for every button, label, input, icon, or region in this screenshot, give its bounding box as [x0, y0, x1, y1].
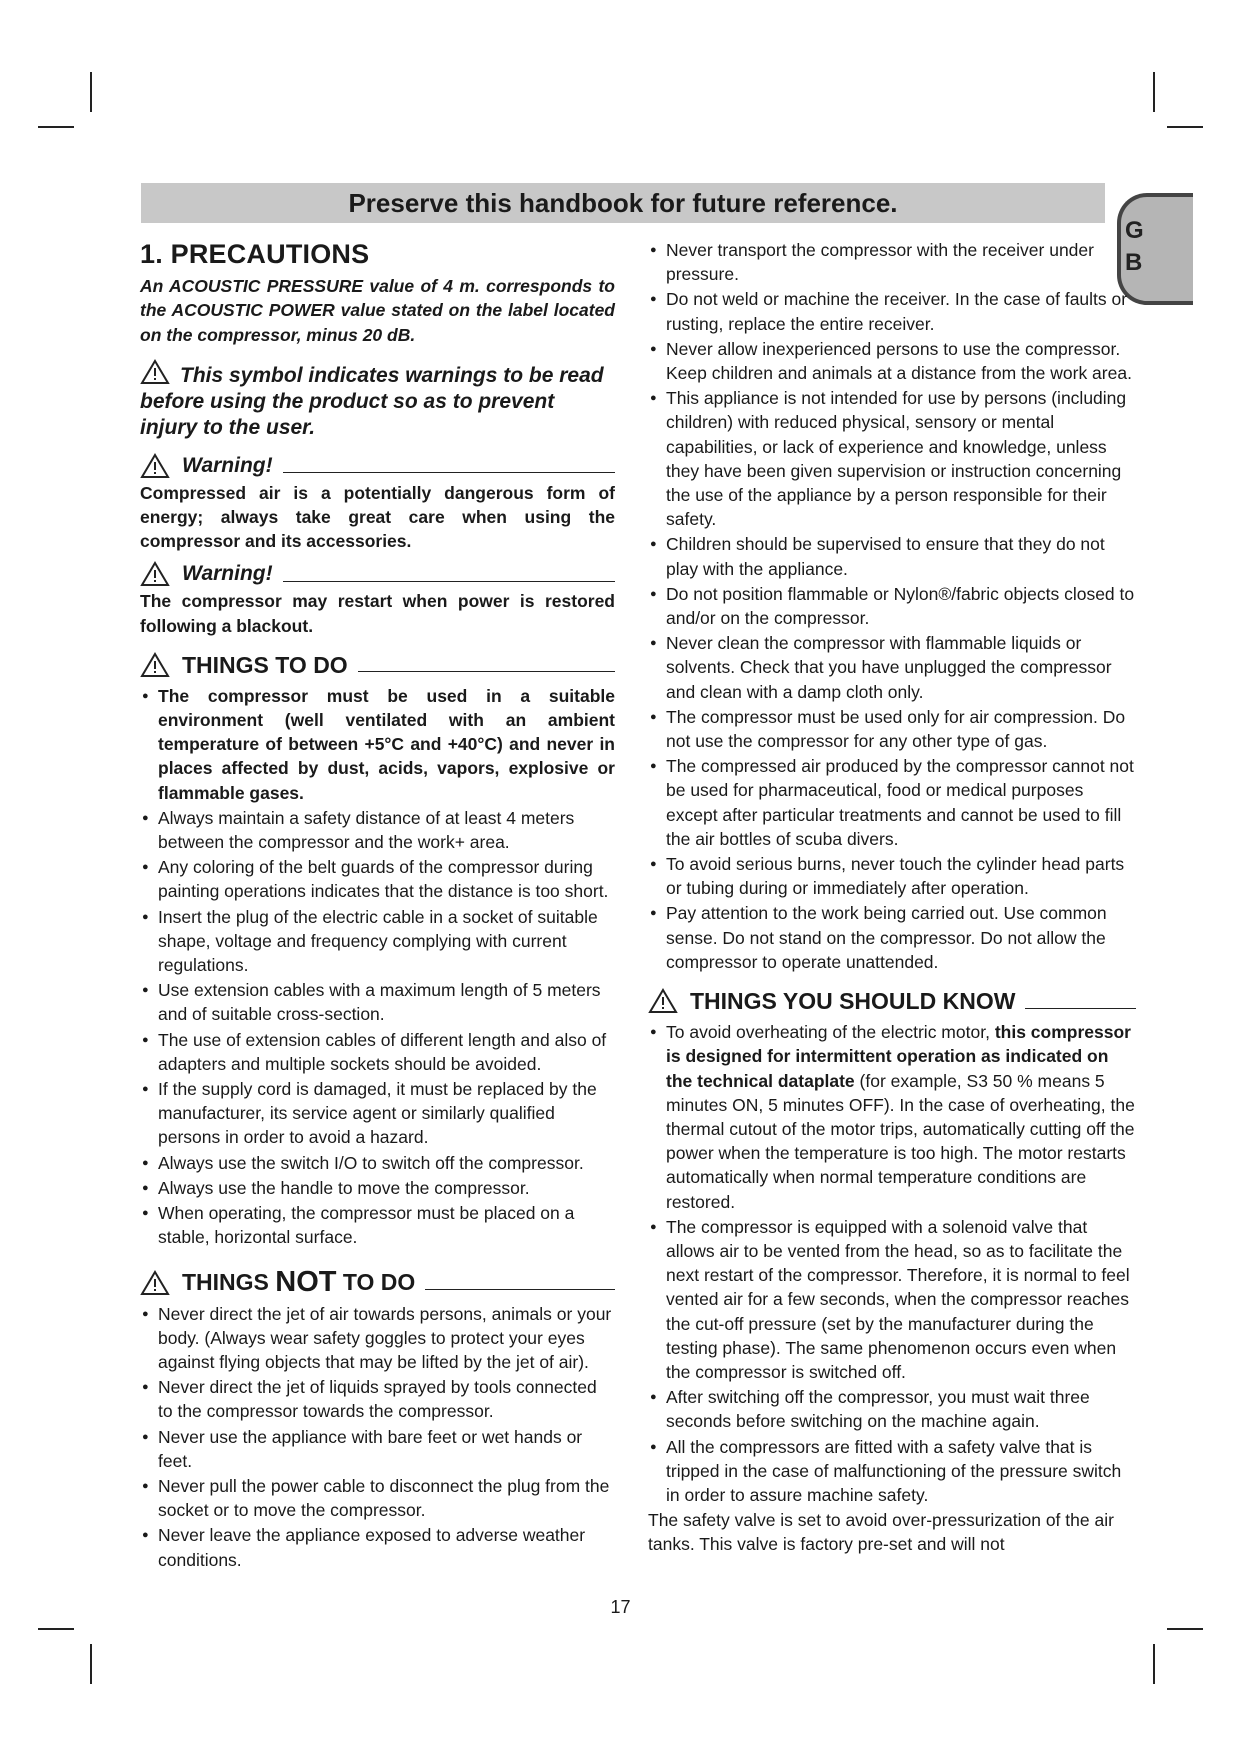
list-item: ● The compressed air produced by the compressor cannot not be used for pharmaceutical, food or medical purposes except after particular treatments and cannot be used to fill the air bottles of scuba divers. [666, 754, 1136, 851]
list-item: ● If the supply cord is damaged, it must be replaced by the manufacturer, its service agent or similarly qualified persons in order to avoid a hazard. [158, 1077, 615, 1150]
list-item: ● Never allow inexperienced persons to use the compressor. Keep children and animals at a distance from the work area. [666, 337, 1136, 385]
page-number: 17 [610, 1597, 631, 1617]
list-item: ● Always use the switch I/O to switch off the compressor. [158, 1151, 615, 1175]
crop-mark [38, 1628, 74, 1630]
list-item: ● Use extension cables with a maximum length of 5 meters and of suitable cross-section. [158, 978, 615, 1026]
handbook-banner: Preserve this handbook for future reference. [141, 183, 1105, 223]
crop-mark [1153, 72, 1155, 112]
heading-rule [358, 657, 615, 672]
list-item: ● Always use the handle to move the compressor. [158, 1176, 615, 1200]
list-item: ● Do not position flammable or Nylon®/fabric objects closed to and/or on the compressor. [666, 582, 1136, 630]
list-item: ● This appliance is not intended for use by persons (including children) with reduced physical, sensory or mental capabilities, or lack of experience and knowledge, unless they have been given supervision or instruction concerning the use of the appliance by a person responsible for their safety. [666, 386, 1136, 531]
right-column [648, 238, 1136, 1557]
list-item: ● Never direct the jet of air towards persons, animals or your body. (Always wear safety goggles to protect your eyes against flying objects that may be lifted by the jet of air). [158, 1302, 615, 1375]
section-title: THINGS YOU SHOULD KNOW [690, 987, 1016, 1014]
list-item: ● Never clean the compressor with flammable liquids or solvents. Check that you have unplugged the compressor and clean with a damp cloth only. [666, 631, 1136, 704]
section-title-a: THINGS [182, 1269, 269, 1296]
list-item: ● Never direct the jet of liquids sprayed by tools connected to the compressor towards the compressor. [158, 1375, 615, 1423]
warning-text: Compressed air is a potentially dangerous form of energy; always take great care when using the compressor and its accessories. [140, 482, 615, 552]
warning-triangle-icon [140, 561, 170, 587]
list-item: ● Always maintain a safety distance of at least 4 meters between the compressor and the work+ area. [158, 806, 615, 854]
warning-triangle-icon [140, 359, 170, 385]
list-item: ● The compressor must be used only for air compression. Do not use the compressor for any other type of gas. [666, 705, 1136, 753]
list-item: ● Children should be supervised to ensure that they do not play with the appliance. [666, 532, 1136, 580]
list-item: ● The use of extension cables of different length and also of adapters and multiple sockets should be avoided. [158, 1028, 615, 1076]
list-item: ● When operating, the compressor must be placed on a stable, horizontal surface. [158, 1201, 615, 1249]
things-to-do-heading [140, 652, 615, 678]
know-text-a: To avoid overheating of the electric motor, [666, 1022, 990, 1043]
left-column [140, 238, 615, 1573]
things-not-to-do-list [140, 1302, 615, 1572]
things-not-to-do-heading [140, 1266, 615, 1299]
trailing-paragraph: The safety valve is set to avoid over-pressurization of the air tanks. This valve is factory pre-set and will not [648, 1510, 1114, 1555]
symbol-note [140, 359, 615, 441]
list-item: ● Never transport the compressor with the receiver under pressure. [666, 238, 1136, 286]
heading-rule [425, 1275, 615, 1290]
list-item: ● All the compressors are fitted with a safety valve that is tripped in the case of malfunctioning of the pressure switch in order to assure machine safety. [666, 1435, 1136, 1508]
list-item: ● After switching off the compressor, you must wait three seconds before switching on the machine again. [666, 1385, 1136, 1433]
warning-heading [140, 453, 615, 479]
list-item: ● Never leave the appliance exposed to adverse weather conditions. [158, 1523, 615, 1571]
section-title: THINGS TO DO [182, 651, 348, 678]
heading-rule [283, 458, 615, 473]
list-item: ● The compressor is equipped with a solenoid valve that allows air to be vented from the head, so as to facilitate the next restart of the compressor. Therefore, it is normal to feel vented air for a few seconds, when the compressor reaches the cut-off pressure (set by the manufacturer during the testing phase). The same phenomenon occurs even when the compressor is switched off. [666, 1215, 1136, 1384]
list-item [666, 1020, 1136, 1214]
list-item: ● Insert the plug of the electric cable in a socket of suitable shape, voltage and frequency complying with current regulations. [158, 905, 615, 978]
know-text-c: (for example, S3 50 % means 5 minutes ON, 5 minutes OFF). In the case of overheating, the thermal cutout of the motor trips, automatically cutting off the power when the temperature is too high. The motor restarts automatically when normal temperature conditions are restored. [666, 1070, 1135, 1212]
things-to-do-list [140, 684, 615, 1250]
language-tab-b: B [1125, 249, 1143, 276]
list-item: ● Any coloring of the belt guards of the compressor during painting operations indicates that the distance is too short. [158, 855, 615, 903]
warning-heading [140, 561, 615, 587]
section-title-c: TO DO [342, 1269, 416, 1296]
list-item: ● The compressor must be used in a suitable environment (well ventilated with an ambient temperature of between +5°C and +40°C) and never in places affected by dust, acids, vapors, explosive or flammable gases. [158, 684, 615, 805]
list-item: ● Do not weld or machine the receiver. In the case of faults or rusting, replace the entire receiver. [666, 287, 1136, 335]
things-you-should-know-heading [648, 988, 1136, 1014]
crop-mark [90, 1644, 92, 1684]
crop-mark [1167, 1628, 1203, 1630]
things-you-should-know-list [648, 1020, 1136, 1507]
symbol-note-text: This symbol indicates warnings to be read before using the product so as to prevent injury to the user. [140, 363, 604, 439]
list-item: ● To avoid serious burns, never touch the cylinder head parts or tubing during or immediately after operation. [666, 852, 1136, 900]
heading-rule [1025, 994, 1136, 1009]
crop-mark [1167, 126, 1203, 128]
acoustic-note: An ACOUSTIC PRESSURE value of 4 m. corresponds to the ACOUSTIC POWER value stated on the label located on the compressor, minus 20 dB. [140, 276, 615, 345]
crop-mark [90, 72, 92, 112]
warning-triangle-icon [648, 988, 678, 1014]
list-item: ● Never pull the power cable to disconnect the plug from the socket or to move the compressor. [158, 1474, 615, 1522]
heading-rule [283, 567, 615, 582]
warning-triangle-icon [140, 1270, 170, 1296]
list-item: ● Pay attention to the work being carried out. Use common sense. Do not stand on the compressor. Do not allow the compressor to operate unattended. [666, 901, 1136, 974]
warning-triangle-icon [140, 453, 170, 479]
things-not-to-do-list-continued [648, 238, 1136, 974]
warning-triangle-icon [140, 652, 170, 678]
page-title: 1. PRECAUTIONS [140, 239, 370, 269]
warning-title: Warning! [182, 562, 273, 586]
language-tab-g: G [1125, 217, 1144, 244]
warning-text: The compressor may restart when power is restored following a blackout. [140, 591, 615, 636]
section-title-not: NOT [275, 1266, 337, 1299]
crop-mark [38, 126, 74, 128]
know-text-bold: this compressor is designed for intermittent operation as indicated on the technical dataplate [666, 1022, 1131, 1091]
crop-mark [1153, 1644, 1155, 1684]
list-item: ● Never use the appliance with bare feet or wet hands or feet. [158, 1425, 615, 1473]
warning-title: Warning! [182, 453, 273, 477]
